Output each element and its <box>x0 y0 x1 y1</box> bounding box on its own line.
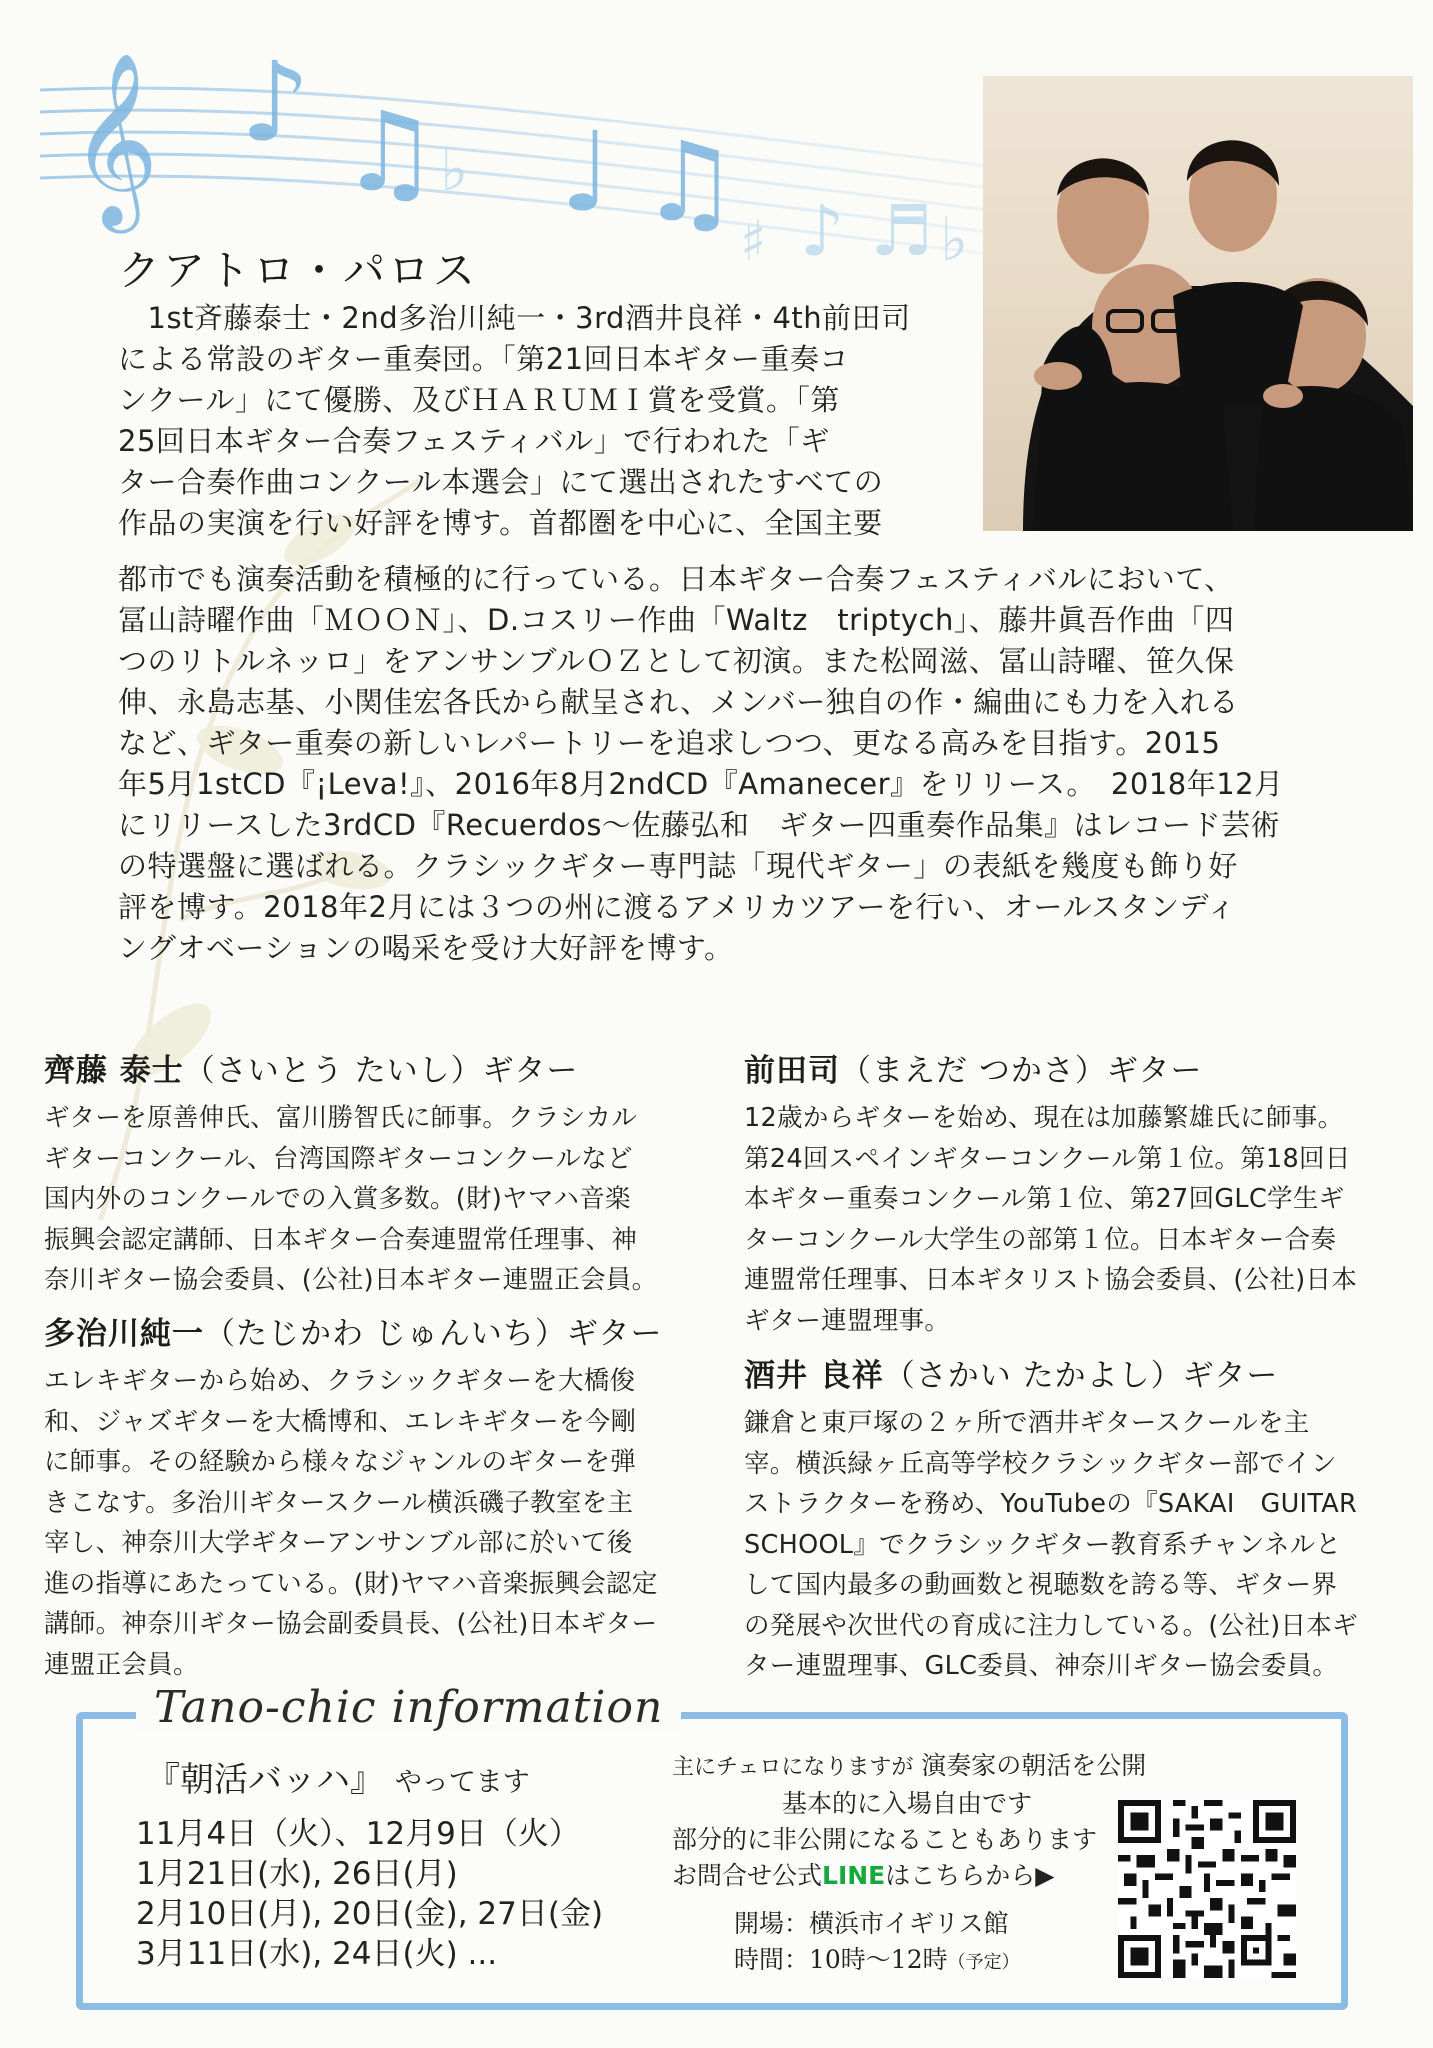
intro-line: 25回日本ギター合奏フェスティバル」で行われた「ギ <box>118 424 830 458</box>
intro-line: 伸、永島志基、小関佳宏各氏から献呈され、メンバー独自の作・編曲にも力を入れる <box>118 685 1239 719</box>
bio-line: 12歳からギターを始め、現在は加藤繁雄氏に師事。 <box>744 1103 1344 1133</box>
intro-line: 評を博す。2018年2月には３つの州に渡るアメリカツアーを行い、オールスタンディ <box>118 890 1237 924</box>
bio-heading <box>744 1045 1384 1090</box>
bio-heading <box>44 1308 684 1353</box>
note-text: お問合せ公式 <box>672 1861 823 1890</box>
bio-heading <box>44 1045 684 1090</box>
event-dates <box>136 1814 603 1974</box>
group-title: クアトロ・パロス <box>118 246 479 295</box>
bio-line: ストラクターを務め、YouTubeの『SAKAI GUITAR <box>744 1489 1358 1519</box>
bio-name: 多治川純一 <box>44 1316 204 1352</box>
intro-line: つのリトルネッロ」をアンサンブルＯＺとして初演。また松岡滋、冨山詩曜、笹久保 <box>118 644 1235 678</box>
bio-line: きこなす。多治川ギタースクール横浜磯子教室を主 <box>44 1487 634 1518</box>
event-notes <box>672 1748 1147 1981</box>
bio-line: 本ギター重奏コンクール第１位、第27回GLC学生ギ <box>744 1184 1345 1214</box>
bio-line: 振興会認定講師、日本ギター合奏連盟常任理事、神 <box>44 1224 638 1255</box>
svg-text:♫: ♫ <box>640 118 739 246</box>
intro-line: の特選盤に選ばれる。クラシックギター専門誌「現代ギター」の表紙を幾度も飾り好 <box>118 849 1238 883</box>
svg-text:♯: ♯ <box>740 209 767 273</box>
bio-sakai <box>744 1350 1384 1687</box>
time-line <box>672 1942 1112 1981</box>
bio-reading: （たじかわ じゅんいち）ギター <box>204 1316 663 1352</box>
intro-line: ングオベーションの喝采を受け大好評を博す。 <box>118 931 734 965</box>
intro-line: にリリースした3rdCD『Recuerdos～佐藤弘和 ギター四重奏作品集』はレコード芸術 <box>118 808 1281 842</box>
date-line: 3月11日(水), 24日(火) ... <box>136 1936 498 1972</box>
bio-line: 宰。横浜緑ヶ丘高等学校クラシックギター部でイン <box>744 1448 1337 1479</box>
bio-line: 連盟常任理事、日本ギタリスト協会委員、(公社)日本 <box>744 1265 1358 1295</box>
venue: 開場：横浜市イギリス館 <box>734 1909 1009 1938</box>
event-title <box>146 1752 530 1801</box>
note-text: 主にチェロになりますが <box>672 1755 914 1780</box>
intro-line: ター合奏作曲コンクール本選会」にて選出されたすべての <box>118 465 884 499</box>
svg-text:♭: ♭ <box>440 135 469 205</box>
bio-name: 前田司 <box>744 1053 840 1089</box>
bio-line: の発展や次世代の育成に注力している。(公社)日本ギ <box>744 1610 1358 1641</box>
svg-text:♪: ♪ <box>800 190 845 272</box>
bio-line: ターコンクール大学生の部第１位。日本ギター合奏 <box>744 1224 1337 1255</box>
bio-name: 齊藤 泰士 <box>44 1053 184 1089</box>
bio-line: して国内最多の動画数と視聴数を誇る等、ギター界 <box>744 1570 1338 1600</box>
intro-line: 1st斉藤泰士・2nd多治川純一・3rd酒井良祥・4th前田司 <box>118 301 911 335</box>
bio-saito <box>44 1045 684 1301</box>
note-line <box>672 1748 1147 1786</box>
line-qr-code[interactable] <box>1118 1800 1296 1978</box>
bio-maeda <box>744 1045 1384 1341</box>
line-link[interactable]: LINE <box>822 1861 886 1890</box>
bio-line: 宰し、神奈川大学ギターアンサンブル部に於いて後 <box>44 1528 633 1558</box>
intro-line: 作品の実演を行い好評を博す。首都圏を中心に、全国主要 <box>118 506 883 540</box>
info-heading: Tano-chic information <box>136 1682 681 1733</box>
svg-text:♭: ♭ <box>940 205 969 275</box>
date-line: 2月10日(月), 20日(金), 27日(金) <box>136 1896 604 1932</box>
date-line: 11月4日（火）、12月9日（火） <box>136 1816 580 1852</box>
bio-name: 酒井 良祥 <box>744 1358 884 1394</box>
time: 時間：10時～12時 <box>734 1945 948 1974</box>
bio-line: SCHOOL』でクラシックギター教育系チャンネルと <box>744 1529 1342 1560</box>
event-name: 『朝活バッハ』 <box>146 1760 384 1800</box>
bio-line: ギターコンクール、台湾国際ギターコンクールなど <box>44 1143 633 1174</box>
bio-line: 和、ジャズギターを大橋博和、エレキギターを今剛 <box>44 1406 637 1437</box>
bio-line: 第24回スペインギターコンクール第１位。第18回日 <box>744 1143 1351 1174</box>
event-suffix: やってます <box>394 1767 530 1798</box>
intro-line: 都市でも演奏活動を積極的に行っている。日本ギター合奏フェスティバルにおいて、 <box>118 562 1234 596</box>
intro-paragraph-top <box>118 298 978 544</box>
bio-heading <box>744 1350 1384 1395</box>
intro-paragraph-full <box>118 559 1348 969</box>
bio-reading: （まえだ つかさ）ギター <box>840 1053 1203 1089</box>
note-line[interactable] <box>672 1858 1112 1894</box>
bio-line: 国内外のコンクールでの入賞多数。(財)ヤマハ音楽 <box>44 1184 631 1214</box>
svg-text:♫: ♫ <box>340 88 439 216</box>
bio-tajikawa <box>44 1308 684 1685</box>
bio-line: 進の指導にあたっている。(財)ヤマハ音楽振興会認定 <box>44 1568 658 1599</box>
bio-line: 連盟正会員。 <box>44 1649 199 1680</box>
svg-text:𝄞: 𝄞 <box>70 52 159 226</box>
note-line: 基本的に入場自由です <box>782 1789 1033 1818</box>
bio-line: ター連盟理事、GLC委員、神奈川ギター協会委員。 <box>744 1651 1339 1681</box>
intro-line: 冨山詩曜作曲「ＭＯＯＮ」、D.コスリー作曲「Waltz triptych」、藤井眞吾作曲「四 <box>118 603 1235 637</box>
note-line: 部分的に非公開になることもあります <box>672 1825 1098 1854</box>
bio-line: エレキギターから始め、クラシックギターを大橋俊 <box>44 1366 636 1396</box>
intro-line: など、ギター重奏の新しいレパートリーを追求しつつ、更なる高みを目指す。2015 <box>118 726 1221 760</box>
bio-line: ギター連盟理事。 <box>744 1305 951 1336</box>
time-note: （予定） <box>947 1952 1020 1973</box>
bio-line: 奈川ギター協会委員、(公社)日本ギター連盟正会員。 <box>44 1265 658 1295</box>
intro-line: 年5月1stCD『¡Leva!』、2016年8月2ndCD『Amanecer』をリリース。 2018年12月 <box>118 767 1284 801</box>
bio-line: 鎌倉と東戸塚の２ヶ所で酒井ギタースクールを主 <box>744 1408 1310 1438</box>
bio-line: 講師。神奈川ギター協会副委員長、(公社)日本ギター <box>44 1609 658 1639</box>
bio-reading: （さかい たかよし）ギター <box>883 1358 1279 1394</box>
group-photo <box>983 76 1413 531</box>
bio-line: に師事。その経験から様々なジャンルのギターを弾 <box>44 1447 636 1477</box>
svg-text:♩: ♩ <box>560 108 612 236</box>
svg-text:♪: ♪ <box>240 38 311 166</box>
intro-line: ンクール」にて優勝、及びＨＡＲＵＭＩ賞を受賞。「第 <box>118 383 840 417</box>
svg-text:♬: ♬ <box>870 190 933 272</box>
bio-reading: （さいとう たいし）ギター <box>183 1053 579 1089</box>
note-text: はこちらから▶ <box>885 1861 1055 1890</box>
date-line: 1月21日(水), 26日(月) <box>136 1856 458 1892</box>
bio-line: ギターを原善伸氏、富川勝智氏に師事。クラシカル <box>44 1103 638 1133</box>
intro-line: による常設のギター重奏団。「第21回日本ギター重奏コ <box>118 342 849 376</box>
note-text: 演奏家の朝活を公開 <box>921 1751 1147 1780</box>
